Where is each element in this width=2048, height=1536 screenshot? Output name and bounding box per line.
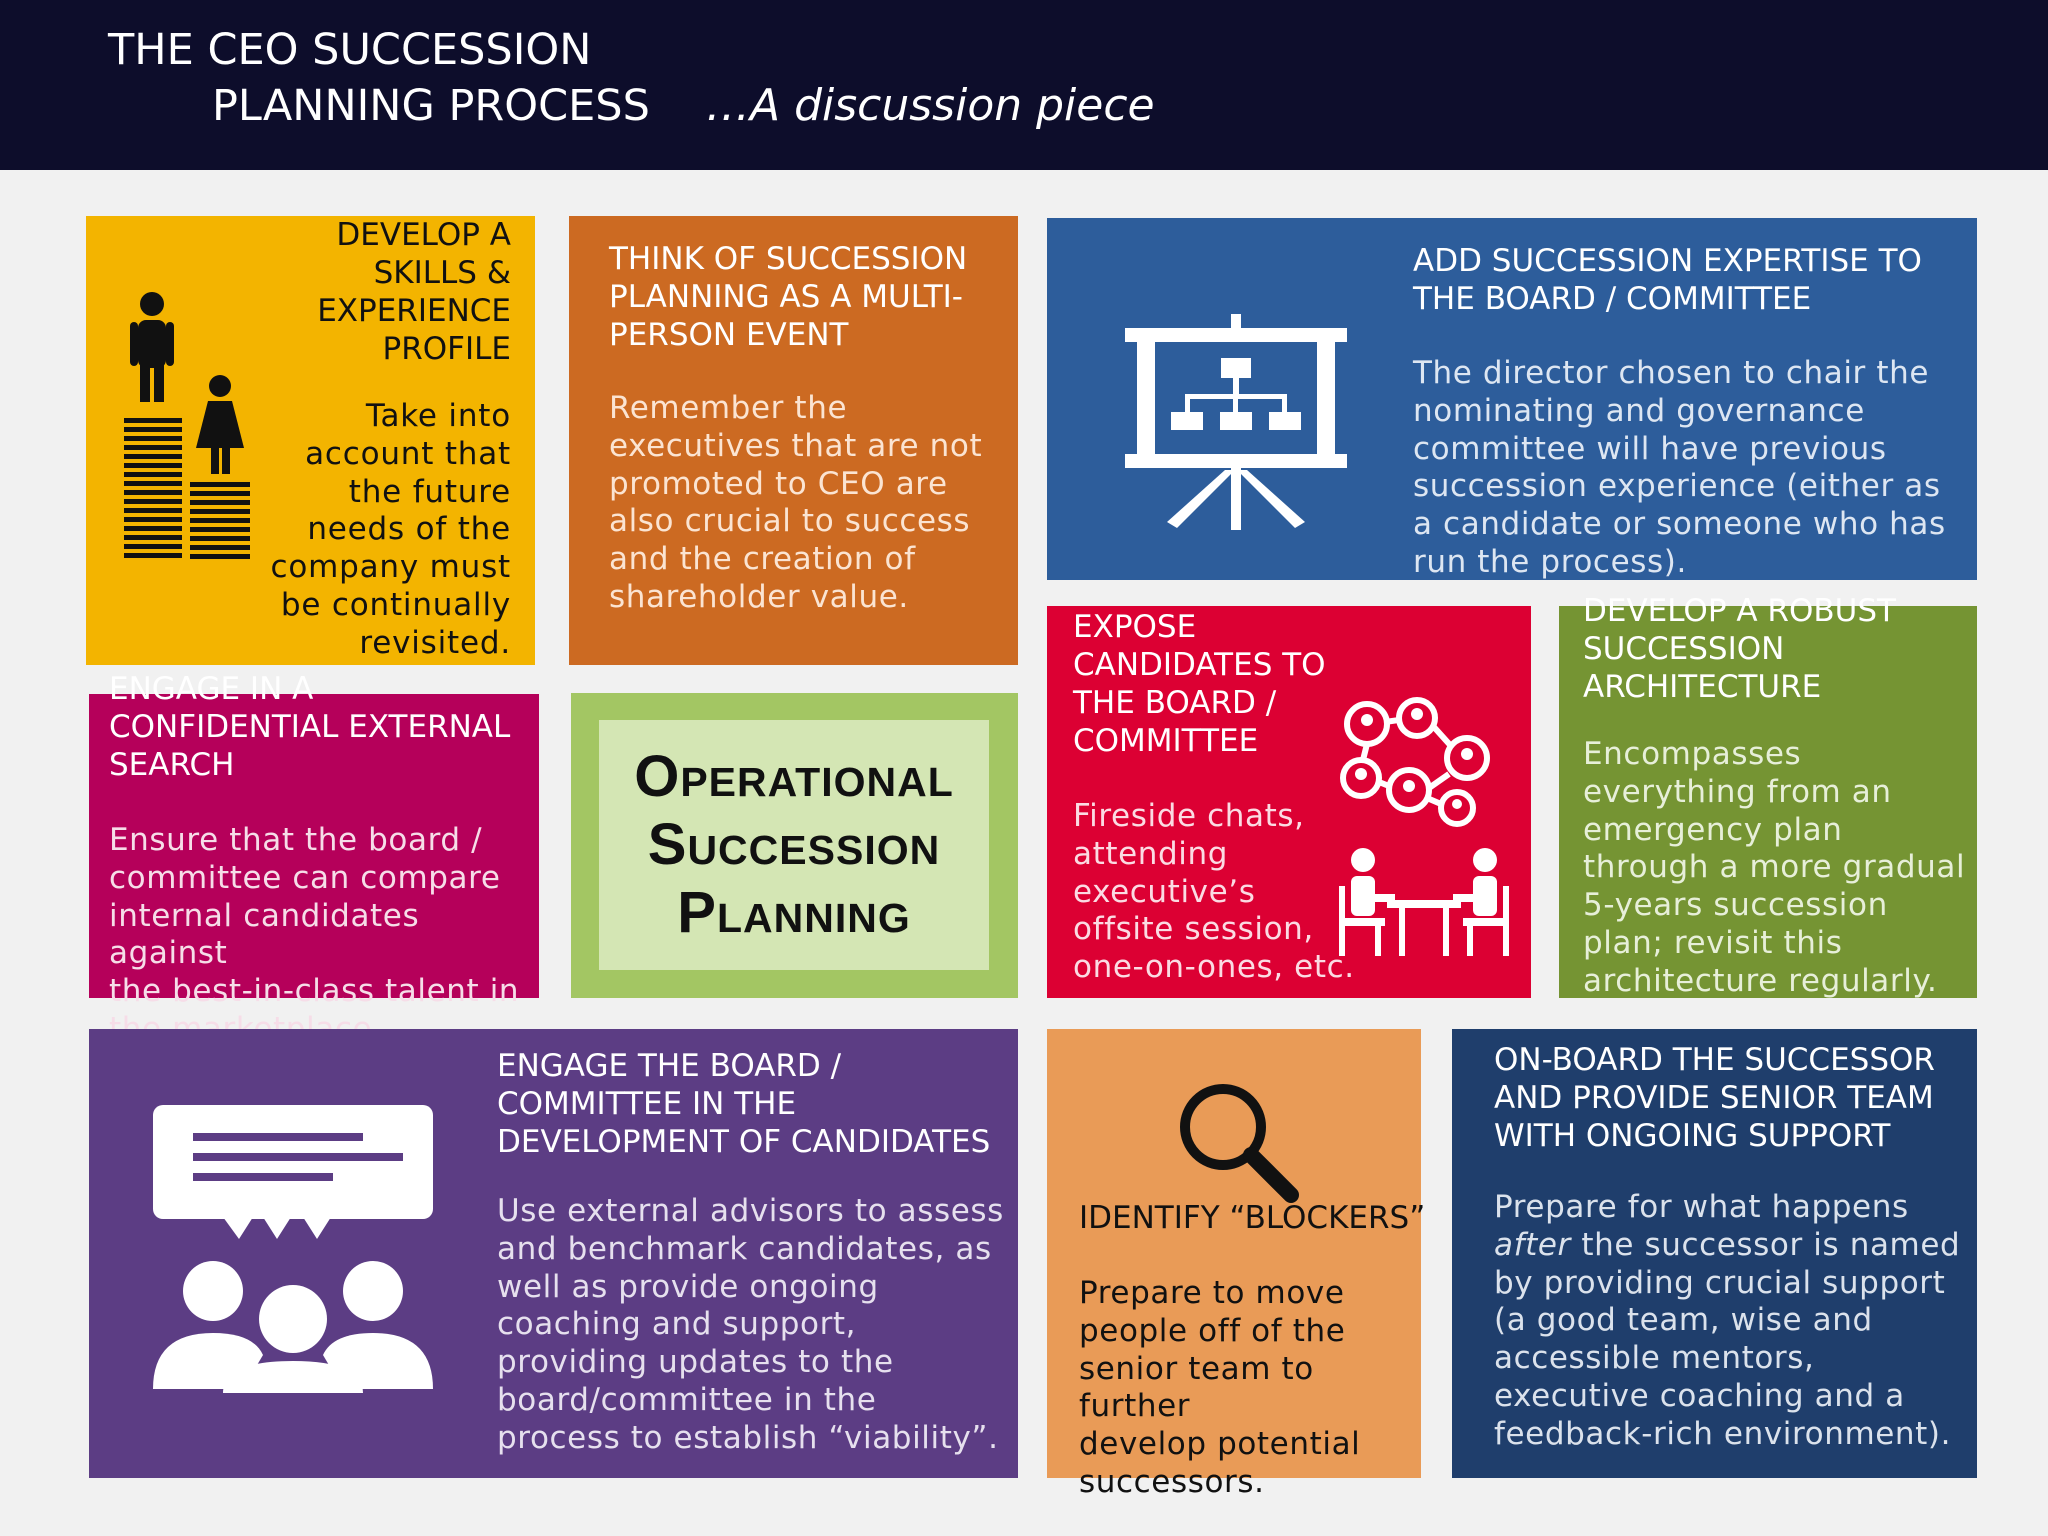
body-line: the future: [348, 473, 511, 510]
body-line: successors.: [1079, 1463, 1265, 1500]
title-line: THE BOARD /: [1073, 685, 1277, 721]
title-line: AND PROVIDE SENIOR TEAM: [1494, 1080, 1934, 1116]
body-line: providing updates to the: [497, 1344, 894, 1381]
title-line: SKILLS &: [373, 255, 511, 291]
body-line: a candidate or someone who has: [1413, 506, 1946, 543]
body-line: (a good team, wise and: [1494, 1302, 1873, 1339]
body-line: Remember the: [609, 390, 848, 426]
body-line: account that: [305, 435, 511, 472]
body-line: committee will have previous: [1413, 430, 1887, 467]
body-line: nominating and governance: [1413, 392, 1865, 429]
tile-title: [1494, 1041, 1935, 1155]
body-line: feedback-rich environment).: [1494, 1415, 1952, 1452]
body-line: through a more gradual: [1583, 849, 1966, 886]
tile-title: [1073, 608, 1326, 760]
emphasis-text: after: [1494, 1226, 1571, 1263]
tile-skills-profile: [86, 216, 535, 665]
tile-body: [109, 822, 539, 1049]
body-line: develop potential: [1079, 1426, 1361, 1463]
tile-title: [211, 216, 511, 368]
title-line: ENGAGE IN A: [109, 671, 314, 707]
body-line: executive coaching and a: [1494, 1377, 1905, 1414]
title-line: PLANNING AS A MULTI-: [609, 279, 963, 315]
title-line: DEVELOP A ROBUST: [1583, 593, 1896, 629]
title-line: DEVELOPMENT OF CANDIDATES: [497, 1124, 991, 1160]
tile-body: [1413, 355, 1946, 582]
tile-development-of-candidates: [89, 1029, 1018, 1478]
tile-body: [1494, 1189, 1960, 1454]
tile-title: [1413, 242, 1922, 318]
tile-multi-person-event: [569, 216, 1018, 665]
body-line: board/committee in the: [497, 1381, 877, 1418]
magnifier-icon: [1173, 1077, 1303, 1207]
body-line: Use external advisors to assess: [497, 1193, 1004, 1229]
tile-external-search: [89, 671, 539, 1010]
tile-body: [1583, 736, 1965, 1001]
tile-body: [231, 398, 511, 663]
page-subtitle: …A discussion piece: [706, 80, 1155, 131]
center-line: Succession: [647, 812, 941, 877]
title-line: SEARCH: [109, 747, 235, 783]
title-line: PROFILE: [382, 331, 511, 367]
body-line: shareholder value.: [609, 578, 909, 615]
body-line: and benchmark candidates, as: [497, 1230, 992, 1267]
body-line: senior team to further: [1079, 1350, 1314, 1425]
body-line: Ensure that the board /: [109, 822, 483, 858]
title-line: SUCCESSION: [1583, 631, 1785, 667]
title-line: DEVELOP A: [336, 217, 511, 253]
body-line: one-on-ones, etc.: [1073, 949, 1355, 986]
body-line: Encompasses: [1583, 736, 1802, 772]
tile-expose-candidates: [1047, 606, 1531, 998]
center-line: Planning: [677, 880, 911, 945]
title-line: ON-BOARD THE SUCCESSOR: [1494, 1042, 1935, 1078]
body-line: 5-years succession: [1583, 887, 1888, 924]
body-text: the successor is named: [1570, 1226, 1961, 1263]
body-line: emergency plan: [1583, 811, 1843, 848]
body-line: also crucial to success: [609, 503, 971, 540]
body-line: company must: [270, 549, 511, 586]
title-line: CANDIDATES TO: [1073, 647, 1326, 683]
tile-succession-architecture: [1559, 593, 1977, 999]
title-line: EXPERIENCE: [317, 293, 511, 329]
title-line: WITH ONGOING SUPPORT: [1494, 1118, 1891, 1154]
tile-title: [609, 240, 967, 354]
body-line: promoted to CEO are: [609, 465, 948, 502]
body-line: people off of the: [1079, 1312, 1346, 1349]
title-line: THINK OF SUCCESSION: [609, 241, 968, 277]
body-line: by providing crucial support: [1494, 1264, 1946, 1301]
body-line: process to establish “viability”.: [497, 1419, 999, 1456]
body-line: accessible mentors,: [1494, 1340, 1815, 1377]
tile-operational-succession-planning: [571, 693, 1018, 998]
tile-title: IDENTIFY “BLOCKERS”: [1079, 1200, 1426, 1236]
body-line: executive’s: [1073, 873, 1256, 910]
body-line: [1494, 1227, 1960, 1265]
title-line: ENGAGE THE BOARD /: [497, 1048, 842, 1084]
body-line: succession experience (either as: [1413, 468, 1941, 505]
tile-identify-blockers: [1047, 1029, 1426, 1500]
body-line: committee can compare: [109, 859, 501, 896]
body-line: The director chosen to chair the: [1413, 355, 1930, 391]
tile-body: [497, 1193, 1004, 1458]
header-bar: [0, 0, 2048, 170]
body-line: Fireside chats,: [1073, 798, 1305, 834]
page-title-line1: THE CEO SUCCESSION: [108, 25, 592, 75]
body-line: needs of the: [307, 511, 511, 548]
body-line: the best-in-class talent in: [109, 973, 520, 1010]
body-line: Prepare to move: [1079, 1275, 1345, 1311]
body-line: offsite session,: [1073, 911, 1314, 948]
center-line: Operational: [634, 744, 954, 809]
tile-title: [1583, 592, 1896, 706]
tile-body: [1079, 1275, 1421, 1502]
body-line: well as provide ongoing: [497, 1268, 879, 1305]
title-line: THE BOARD / COMMITTEE: [1413, 281, 1812, 317]
body-line: plan; revisit this: [1583, 924, 1843, 961]
tile-title: [109, 670, 510, 784]
page-title-line2: PLANNING PROCESS: [212, 81, 650, 131]
tile-onboard-successor: [1452, 1029, 1977, 1478]
title-line: CONFIDENTIAL EXTERNAL: [109, 709, 511, 745]
body-line: Take into: [365, 398, 511, 434]
tile-title: [497, 1047, 990, 1161]
title-line: COMMITTEE IN THE: [497, 1086, 797, 1122]
title-line: ADD SUCCESSION EXPERTISE TO: [1413, 243, 1922, 279]
body-line: run the process).: [1413, 543, 1687, 580]
meeting-table-icon: [1339, 846, 1509, 966]
presentation-board-icon: [1125, 314, 1345, 534]
network-people-icon: [1337, 698, 1497, 828]
body-line: internal candidates against: [109, 897, 420, 972]
title-line: ARCHITECTURE: [1583, 669, 1822, 705]
body-line: and the creation of: [609, 541, 916, 578]
body-line: coaching and support,: [497, 1306, 857, 1343]
body-line: executives that are not: [609, 427, 983, 464]
body-line: everything from an: [1583, 773, 1892, 810]
tile-body: [1073, 798, 1355, 987]
body-line: revisited.: [359, 624, 511, 661]
discussion-group-icon: [153, 1105, 453, 1425]
title-line: EXPOSE: [1073, 609, 1197, 645]
tile-succession-expertise: [1047, 218, 1977, 580]
body-line: be continually: [280, 586, 511, 623]
body-line: attending: [1073, 835, 1229, 872]
center-panel: [599, 720, 989, 970]
body-line: Prepare for what happens: [1494, 1189, 1909, 1225]
body-line: architecture regularly.: [1583, 962, 1938, 999]
title-line: PERSON EVENT: [609, 317, 849, 353]
title-line: COMMITTEE: [1073, 723, 1259, 759]
tile-body: [609, 390, 982, 617]
